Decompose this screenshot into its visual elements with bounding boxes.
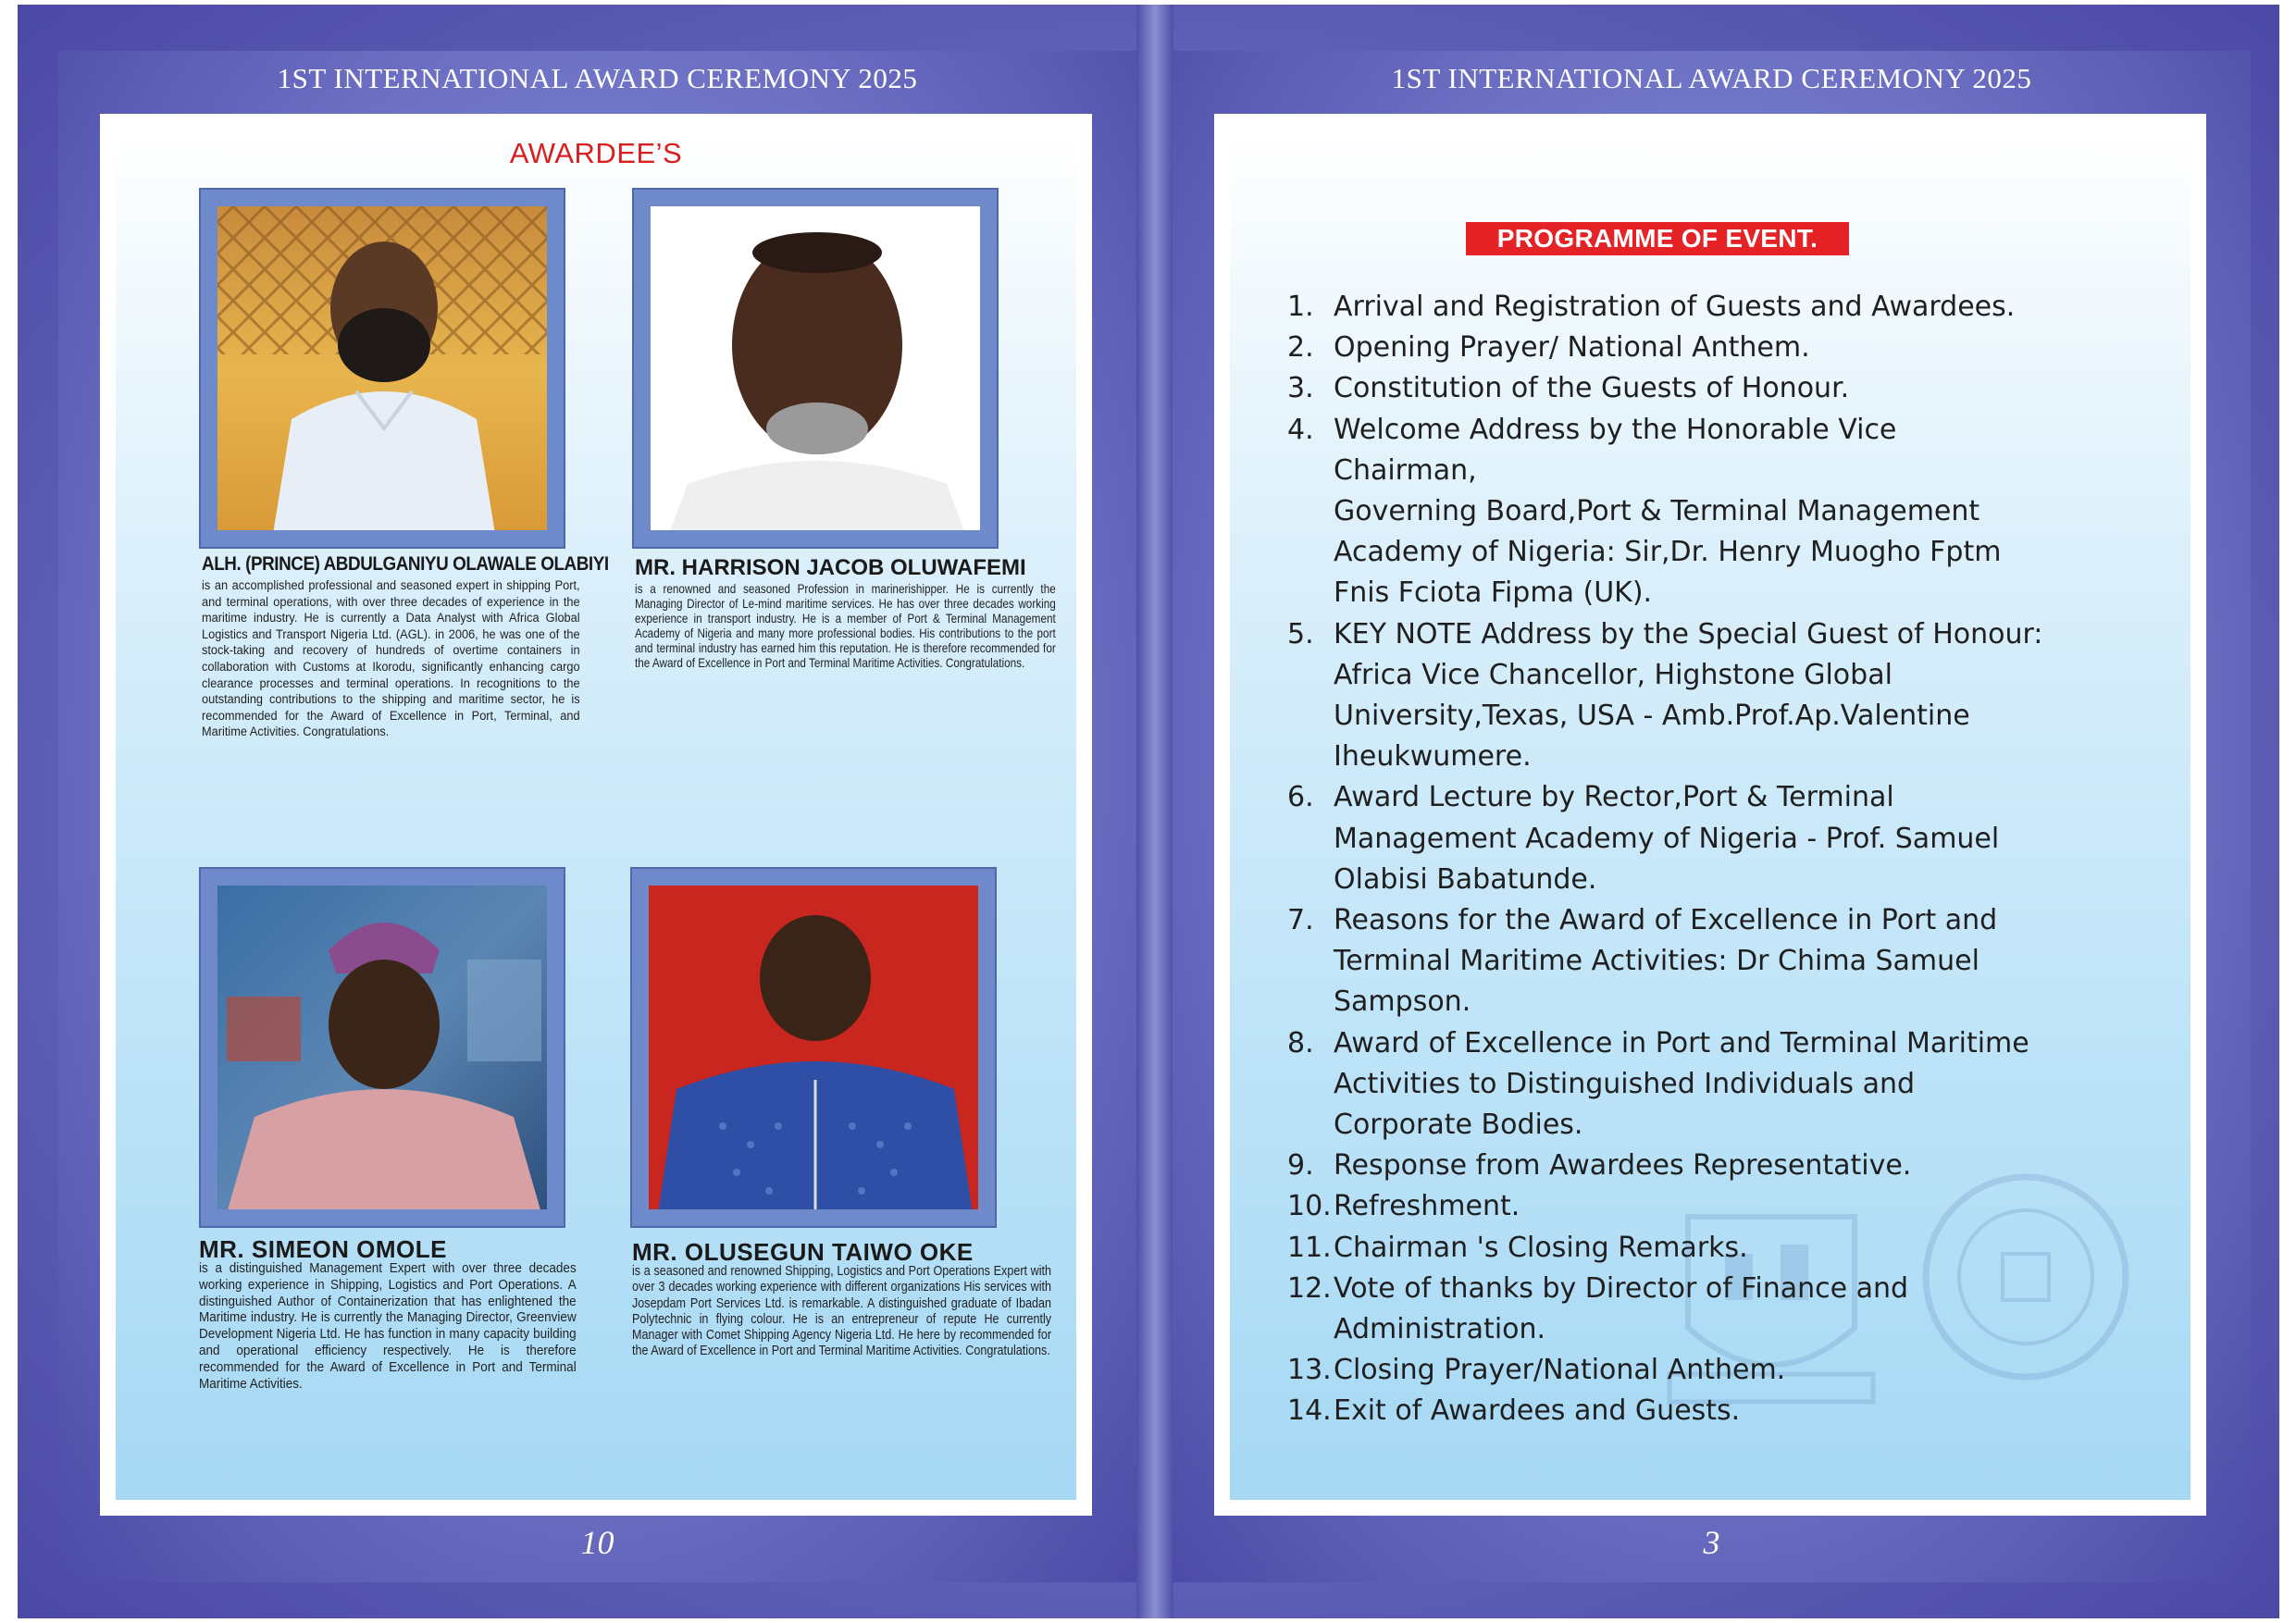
portrait-image [217, 886, 547, 1209]
item-text: Award Lecture by Rector,Port & Terminal Management Academy of Nigeria - Prof. Samuel Olabisi Babatunde. [1334, 781, 2000, 896]
awardee-photo-frame [199, 867, 565, 1228]
item-text: Arrival and Registration of Guests and Awardees. [1334, 291, 2016, 323]
awardee-name: MR. HARRISON JACOB OLUWAFEMI [635, 555, 1026, 580]
portrait-image [651, 206, 980, 530]
programme-item [1287, 368, 2046, 409]
awardee-photo [217, 206, 547, 530]
awardee-bio: is a distinguished Management Expert with over three decades working experience in Shipping, Logistics and Port Operations. A distinguished Author of Containerization that has enlightened the Maritime industry. He is currently the Managing Director, Greenview Development Nigeria Ltd. He has function in many capacity building and operational efficiency respectively. He is therefore recommended for the Award of Excellence in Port and Terminal Maritime Activities. [199, 1260, 577, 1392]
item-text: Opening Prayer/ National Anthem. [1334, 331, 1810, 365]
item-number: 14. [1287, 1394, 1332, 1428]
item-number: 7. [1287, 904, 1314, 937]
item-text: Reasons for the Award of Excellence in Port and Terminal Maritime Activities: Dr Chima Samuel Sampson. [1334, 904, 1998, 1019]
item-text: Refreshment. [1334, 1190, 1520, 1223]
awardee-bio: is an accomplished professional and seasoned expert in shipping Port, and terminal operations, with over three decades of experience in the maritime industry. He is currently a Data Analyst with Africa Global Logistics and Transport Nigeria Ltd. (AGL). in 2006, he was one of the stock-taking and recovery of hundreds of overtime containers in collaboration with Customs at Ikorodu, significantly enhancing cargo clearance processes and terminal operations. In recognitions to the outstanding contributions to the shipping and maritime sector, he is recommended for the Award of Excellence in Port, Terminal, and Maritime Activities. Congratulations. [202, 578, 580, 740]
right-page [1173, 51, 2251, 1582]
item-text: Chairman 's Closing Remarks. [1334, 1231, 1748, 1264]
awardees-panel [116, 130, 1076, 1500]
programme-item [1287, 614, 2046, 778]
item-number: 8. [1287, 1026, 1314, 1059]
awardee-photo [651, 206, 980, 530]
awardee-photo-frame [630, 867, 997, 1228]
item-number: 5. [1287, 617, 1314, 650]
item-text: Closing Prayer/National Anthem. [1334, 1354, 1786, 1387]
item-text: Constitution of the Guests of Honour. [1334, 372, 1850, 405]
awardee-photo-frame [632, 188, 999, 549]
page-number: 10 [580, 1524, 614, 1561]
programme-item [1287, 1023, 2046, 1146]
programme-item [1287, 1391, 2046, 1431]
programme-item [1287, 410, 2046, 614]
awardee-bio: is a seasoned and renowned Shipping, Logistics and Port Operations Expert with over 3 decades working experience with different organizations His services with Josepdam Port Services Ltd. is remarkable. A distinguished graduate of Ibadan Polytechnic in flying colour. He is an entrepreneur of repute He currently Manager with Comet Shipping Agency Nigeria Ltd. He here by recommended for the Award of Excellence in Port and Terminal Maritime Activities. Congratulations. [632, 1264, 1052, 1359]
programme-item [1287, 1186, 2046, 1227]
page-number: 3 [1703, 1524, 1720, 1561]
item-number: 1. [1287, 291, 1314, 323]
programme-item [1287, 1350, 2046, 1391]
item-number: 10. [1287, 1190, 1332, 1223]
programme-item [1287, 1146, 2046, 1186]
item-number: 2. [1287, 331, 1314, 365]
programme-list [1287, 287, 2046, 1432]
item-number: 12. [1287, 1271, 1332, 1305]
portrait-image [217, 206, 547, 530]
item-number: 13. [1287, 1354, 1332, 1387]
item-text: Response from Awardees Representative. [1334, 1149, 1912, 1183]
item-number: 11. [1287, 1231, 1332, 1264]
programme-item [1287, 900, 2046, 1023]
awardee-photo-frame [199, 188, 565, 549]
programme-item [1287, 287, 2046, 328]
item-text: Vote of thanks by Director of Finance and Administration. [1334, 1271, 1909, 1346]
section-title: AWARDEE’S [509, 137, 683, 169]
item-number: 3. [1287, 372, 1314, 405]
programme-title-badge: PROGRAMME OF EVENT. [1466, 222, 1849, 255]
awardee-name: MR. OLUSEGUN TAIWO OKE [632, 1238, 974, 1266]
awardee-name: MR. SIMEON OMOLE [199, 1235, 447, 1263]
item-number: 6. [1287, 781, 1314, 814]
item-text: KEY NOTE Address by the Special Guest of Honour: Africa Vice Chancellor, Highstone Global University,Texas, USA - Amb.Prof.Ap.Valentine Iheukwumere. [1334, 617, 2043, 774]
left-page [58, 51, 1136, 1582]
page-header: 1ST INTERNATIONAL AWARD CEREMONY 2025 [277, 62, 918, 94]
item-number: 4. [1287, 413, 1314, 446]
awardee-photo [217, 886, 547, 1209]
awardee-name: ALH. (PRINCE) ABDULGANIYU OLAWALE OLABIYI [202, 553, 609, 575]
page-frame [1214, 114, 2206, 1516]
page-frame [100, 114, 1092, 1516]
programme-item [1287, 328, 2046, 368]
item-text: Welcome Address by the Honorable Vice Chairman, Governing Board,Port & Terminal Management Academy of Nigeria: Sir,Dr. Henry Muogho Fptm Fnis Fciota Fipma (UK). [1334, 413, 2002, 610]
page-header: 1ST INTERNATIONAL AWARD CEREMONY 2025 [1391, 62, 2032, 94]
item-text: Exit of Awardees and Guests. [1334, 1394, 1741, 1428]
programme-panel [1230, 130, 2191, 1500]
portrait-image [649, 886, 978, 1209]
item-number: 9. [1287, 1149, 1314, 1183]
awardee-bio: is a renowned and seasoned Profession in marinerishipper. He is currently the Managing Director of Le-mind maritime services. He has over three decades working experience in transport industry. He is a member of Port & Terminal Management Academy of Nigeria and many more professional bodies. His contributions to the port and terminal industry has earned him this reputation. He is therefore recommended for the Award of Excellence in Port and Terminal Maritime Activities. Congratulations. [635, 582, 1056, 670]
item-text: Award of Excellence in Port and Terminal Maritime Activities to Distinguished Individuals and Corporate Bodies. [1334, 1026, 2029, 1142]
programme-item [1287, 1269, 2046, 1350]
programme-item [1287, 777, 2046, 900]
programme-item [1287, 1228, 2046, 1269]
awardee-photo [649, 886, 978, 1209]
spread-gutter [1136, 5, 1173, 1618]
